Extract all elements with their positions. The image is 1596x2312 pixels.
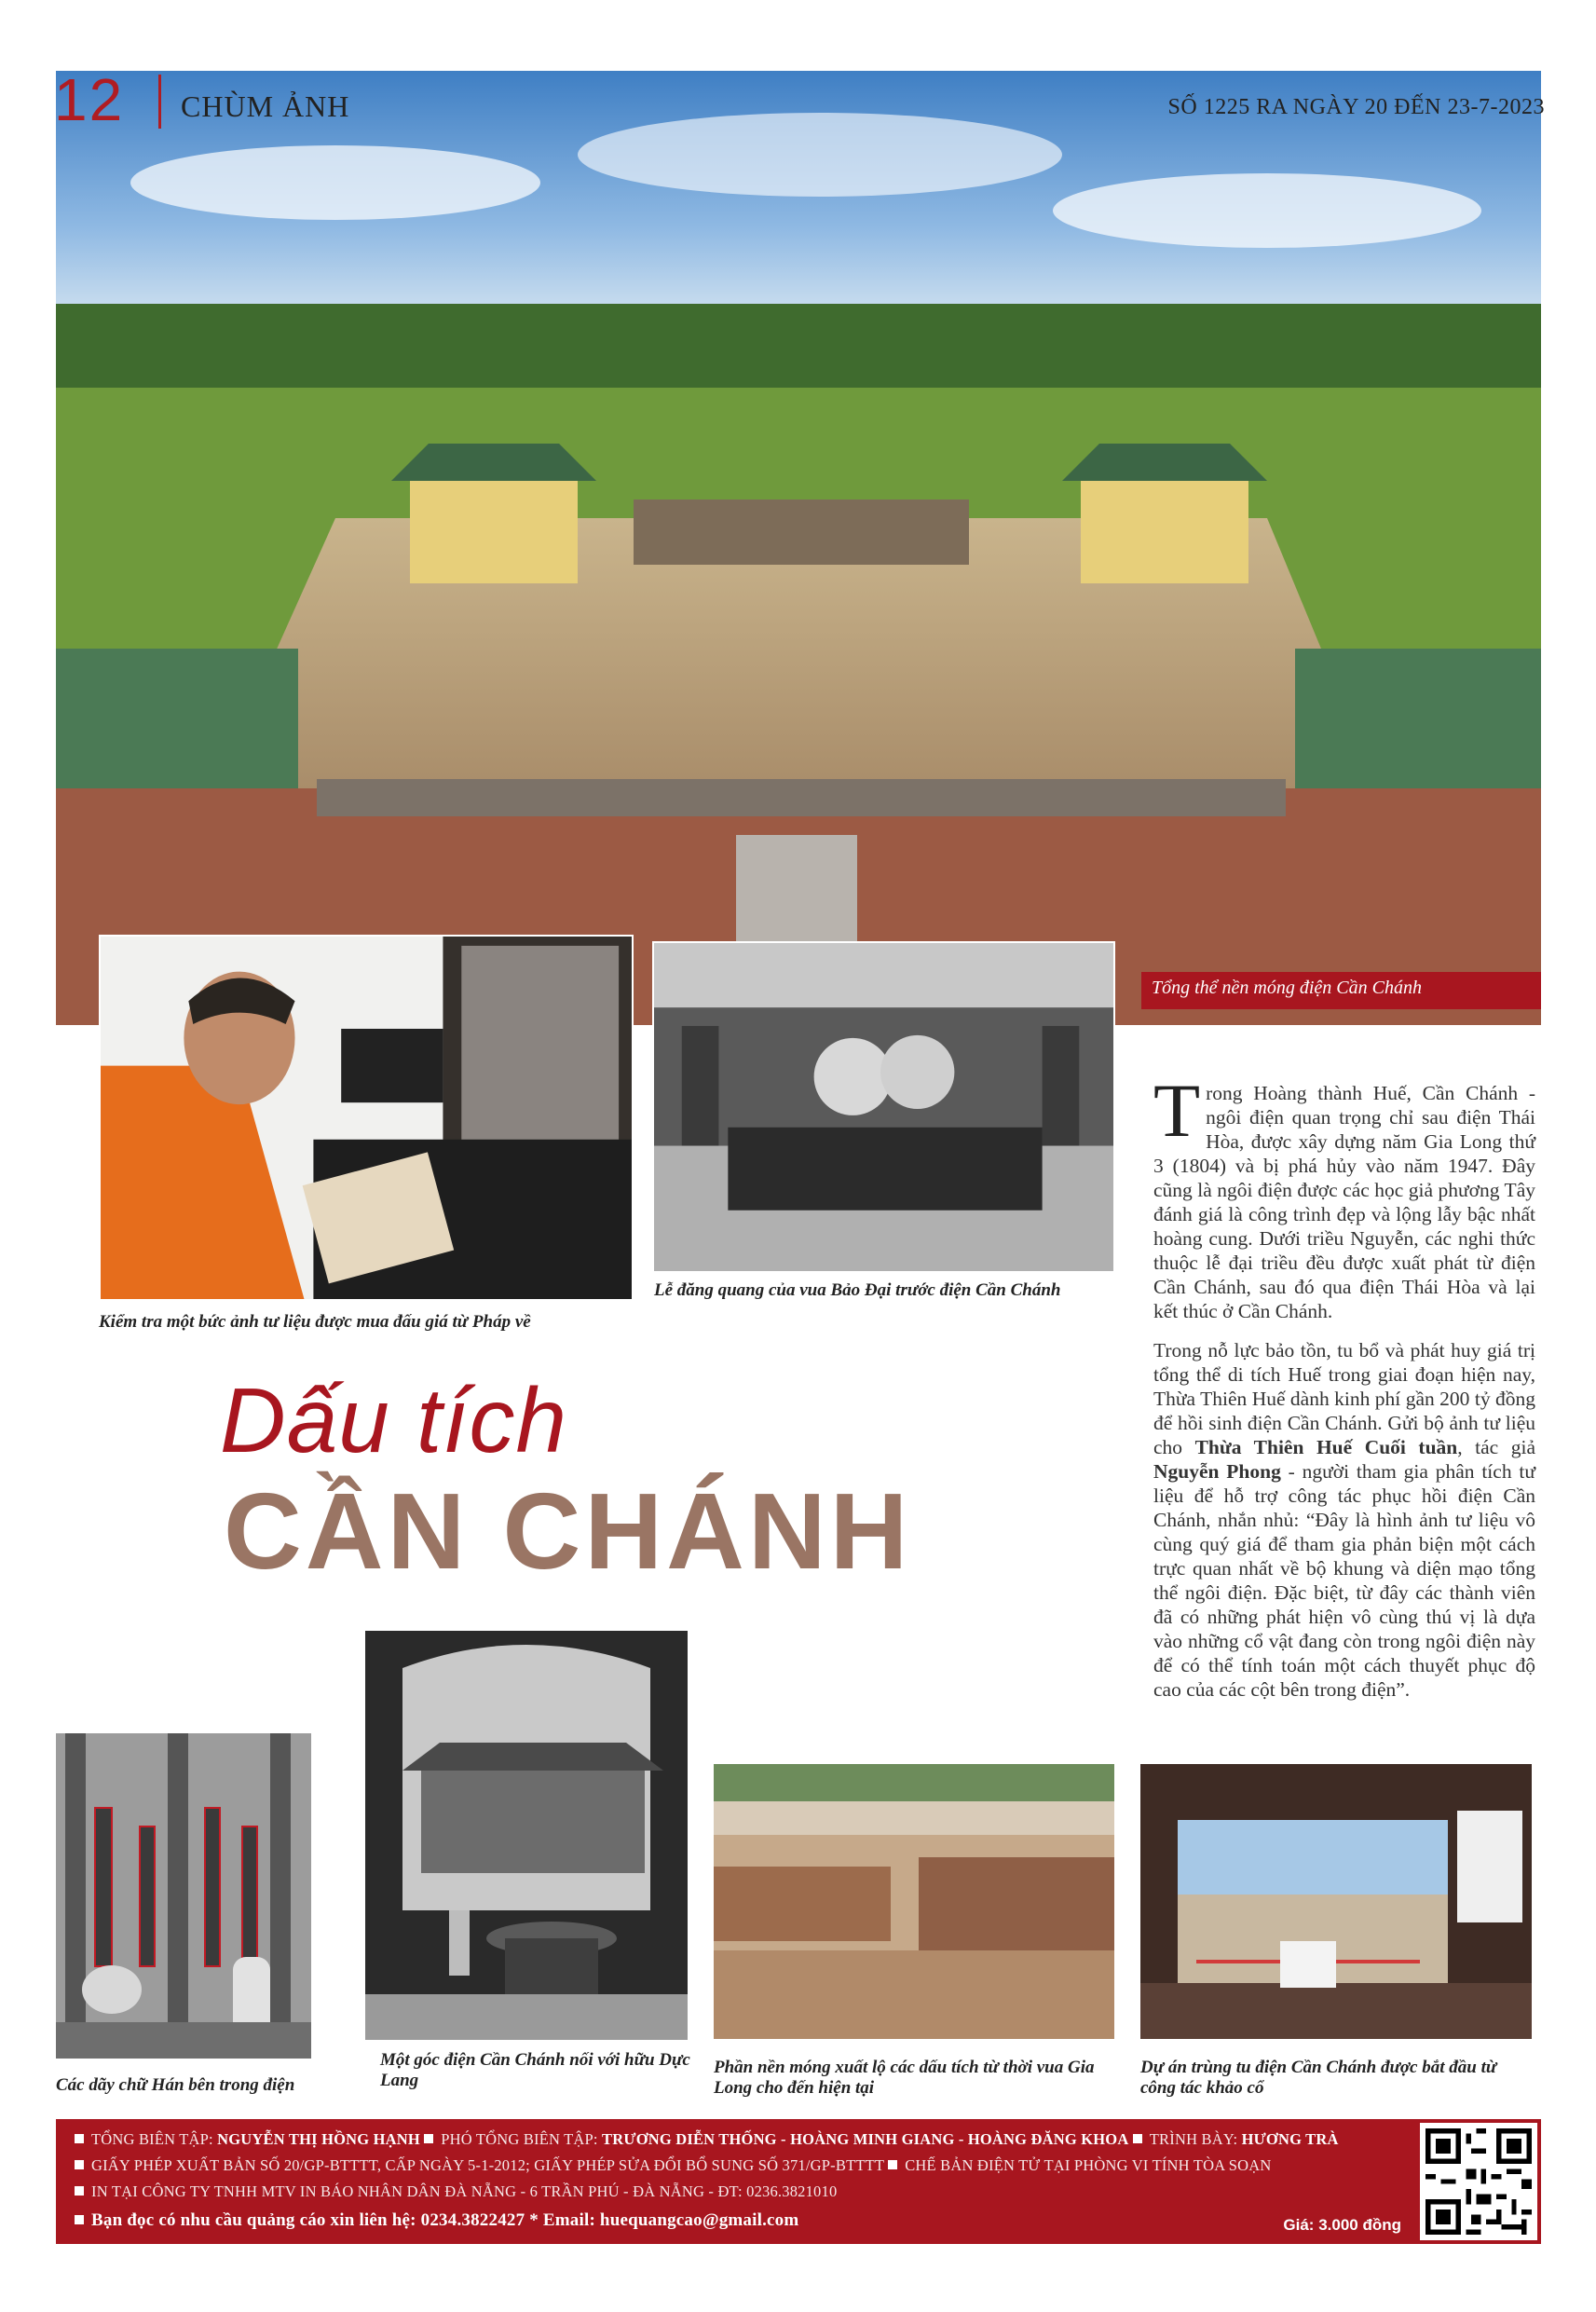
hero-caption: Tổng thể nền móng điện Cần Chánh [1152,978,1422,998]
caption-foundation: Phần nền móng xuất lộ các dấu tích từ thời vua Gia Long cho đến hiện tại [714,2058,1095,2098]
author-name: Nguyễn Phong [1153,1460,1281,1483]
deputy-editor-label: PHÓ TỔNG BIÊN TẬP: [441,2130,603,2148]
masthead-footer [56,2119,1541,2244]
headline-kicker: Dấu tích [220,1369,567,1471]
article-p2-part-a: Trong nỗ lực bảo tồn, tu bổ và phát huy giá trị tổng thể di tích Huế trong giai đoạn hiện nay, Thừa Thiên Huế dành kinh phí gần 200 tỷ đồng để hồi sinh điện Cần Chánh. Gửi bộ ảnh tư liệu cho [1153,1339,1535,1458]
layout-label: TRÌNH BÀY: [1149,2130,1242,2148]
layout-name: HƯƠNG TRÀ [1241,2130,1339,2148]
photo-examining-document [99,935,634,1301]
footer-printing [75,2182,837,2201]
caption-coronation: Lễ đăng quang của vua Bảo Đại trước điện Cần Chánh [654,1280,1061,1300]
article-paragraph-2 [1153,1338,1535,1702]
article-p2-part-c: , tác giả [1457,1436,1536,1458]
article-paragraph-1-text: rong Hoàng thành Huế, Cần Chánh - ngôi điện quan trọng chỉ sau điện Thái Hòa, được xây dựng năm Gia Long thứ 3 (1804) và bị phá hủy vào năm 1947. Đây cũng là ngôi điện được các học giả phương Tây đánh giá là công trình đẹp và lộng lẫy bậc nhất hoàng cung. Dưới triều Nguyễn, các nghi thức thuộc lễ đại triều đều được xuất phát từ điện Cần Chánh, sau đó qua điện Thái Hòa và lại kết thúc ở Cần Chánh. [1153,1082,1535,1322]
article-body [1153,1068,1536,1717]
typesetting-text: CHẾ BẢN ĐIỆN TỬ TẠI PHÒNG VI TÍNH TÒA SOẠN [905,2156,1272,2174]
footer-license [75,2156,1271,2175]
page-number: 12 [54,66,125,133]
page-header [54,67,1545,132]
footer-editors [75,2130,1339,2149]
publication-name: Thừa Thiên Huế Cuối tuần [1194,1436,1458,1458]
drop-cap: T [1153,1068,1201,1153]
editor-in-chief-label: TỔNG BIÊN TẬP: [91,2130,218,2148]
article-p2-part-e: - người tham gia phân tích tư liệu để hỗ trợ công tác phục hồi điện Cần Chánh, nhắn nhủ: “Đây là hình ảnh tư liệu vô cùng quý giá để tham gia phản biện một cách trực quan nhất về bộ khung và diện mạo tổng thể ngôi điện. Đặc biệt, từ đây các thành viên đã có những phát hiện vô cùng thú vị là dựa vào những cổ vật đang còn trong ngôi điện này để có thể tính toán một cách thuyết phục độ cao của các cột bên trong điện”. [1153,1460,1535,1701]
header-divider [158,75,161,129]
photo-palace-corner [365,1631,688,2040]
photo-foundation [714,1764,1114,2039]
license-text: GIẤY PHÉP XUẤT BẢN SỐ 20/GP-BTTTT, CẤP NGÀY 5-1-2012; GIẤY PHÉP SỬA ĐỔI BỔ SUNG SỐ 371/GP-BTTTT [91,2156,884,2174]
photo-restoration [1140,1764,1532,2039]
caption-examining-document: Kiểm tra một bức ảnh tư liệu được mua đấu giá từ Pháp về [99,1312,531,1332]
headline-main: CẦN CHÁNH [224,1471,912,1592]
photo-han-characters [56,1733,311,2059]
footer-ads-contact [75,2210,798,2231]
editor-in-chief-name: NGUYỄN THỊ HỒNG HẠNH [217,2130,420,2148]
price-label: Giá: 3.000 đồng [1283,2216,1401,2234]
section-name: CHÙM ẢNH [181,89,350,123]
printing-text: IN TẠI CÔNG TY TNHH MTV IN BÁO NHÂN DÂN ĐÀ NẴNG - 6 TRẦN PHÚ - ĐÀ NẴNG - ĐT: 0236.3821010 [91,2182,838,2200]
photo-coronation [652,941,1115,1273]
caption-han-characters: Các dãy chữ Hán bên trong điện [56,2075,295,2095]
article-paragraph-1 [1153,1068,1535,1323]
issue-info: SỐ 1225 RA NGÀY 20 ĐẾN 23-7-2023 [1167,95,1545,119]
hero-photo [56,71,1541,1025]
caption-restoration: Dự án trùng tu điện Cần Chánh được bắt đầu từ công tác khảo cổ [1140,2058,1497,2098]
qr-code-icon [1420,2123,1537,2240]
ads-contact-text: Bạn đọc có nhu cầu quảng cáo xin liên hệ: 0234.3822427 * Email: huequangcao@gmail.com [91,2210,799,2230]
deputy-editor-names: TRƯƠNG DIỄN THỐNG - HOÀNG MINH GIANG - HOÀNG ĐĂNG KHOA [602,2130,1129,2148]
caption-palace-corner: Một góc điện Cần Chánh nối với hữu Dực Lang [380,2050,690,2090]
